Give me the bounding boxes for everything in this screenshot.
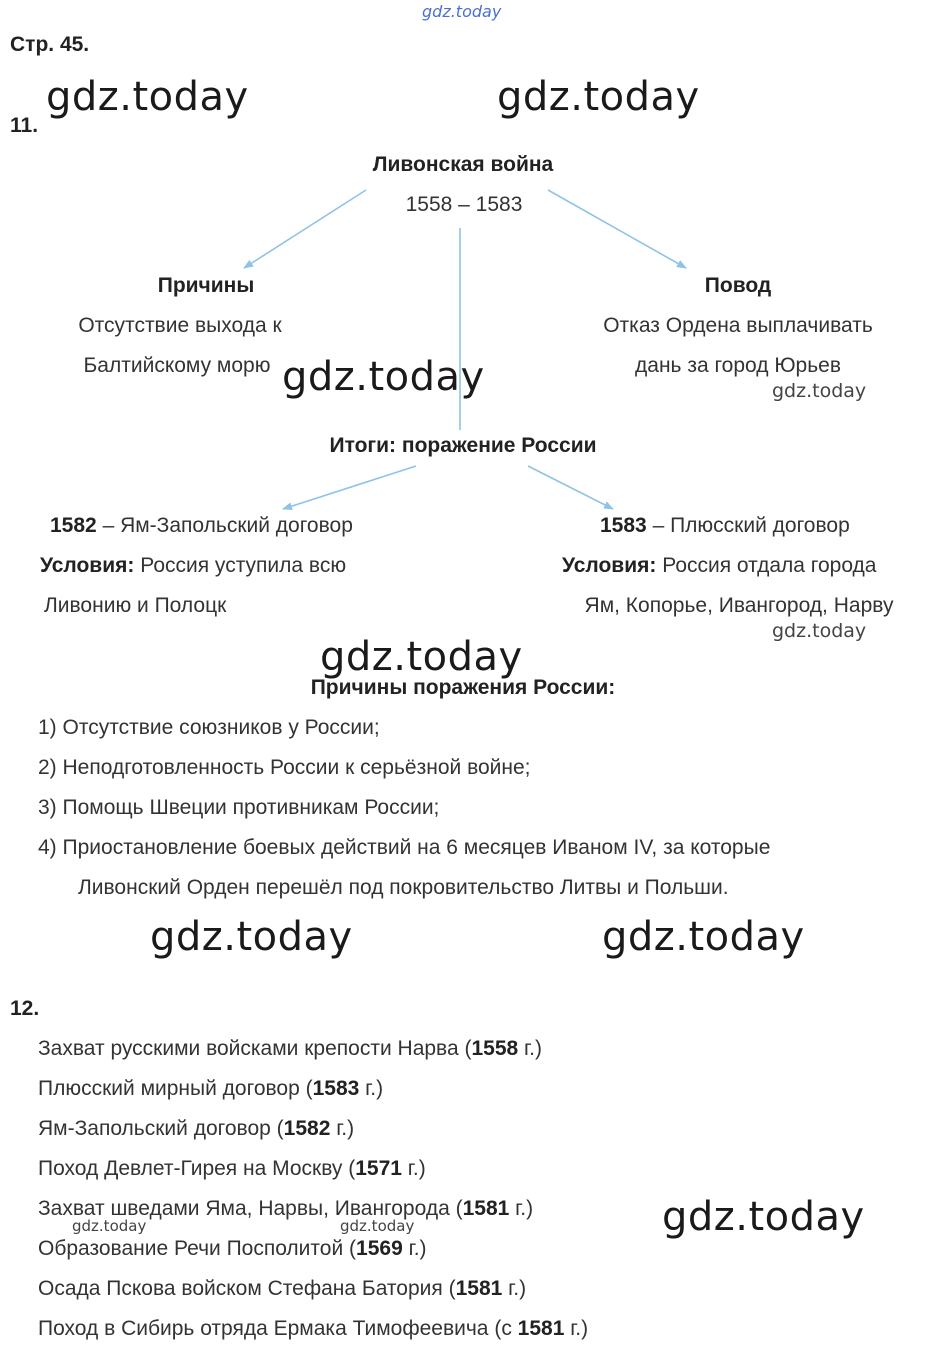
watermark: gdz.today xyxy=(497,74,700,120)
event-item: Поход Девлет-Гирея на Москву (1571 г.) xyxy=(38,1157,426,1180)
defeat-reason: 2) Неподготовленность России к серьёзной войне; xyxy=(38,756,531,779)
defeat-heading: Причины поражения России: xyxy=(310,676,616,699)
pretext-heading: Повод xyxy=(704,274,772,297)
treaty2-conditions-label: Условия: xyxy=(562,554,657,577)
pretext-line2: дань за город Юрьев xyxy=(635,354,841,377)
task-number-12: 12. xyxy=(10,997,40,1020)
treaty2-name: – Плюсский договор xyxy=(652,514,850,537)
treaty1-conditions-label: Условия: xyxy=(40,554,135,577)
event-item: Ям-Запольский договор (1582 г.) xyxy=(38,1117,355,1140)
treaty1-title xyxy=(50,512,353,540)
pretext-line1: Отказ Ордена выплачивать xyxy=(603,314,873,337)
treaty1-conditions-text: Россия уступила всю xyxy=(140,554,347,577)
watermark: gdz.today xyxy=(150,914,353,960)
causes-heading: Причины xyxy=(157,274,255,297)
watermark: gdz.today xyxy=(72,1217,147,1235)
arrow-to-treaty1 xyxy=(283,466,416,509)
war-title: Ливонская война xyxy=(372,153,554,176)
arrow-to-pretext xyxy=(548,190,686,268)
defeat-reason: 4) Приостановление боевых действий на 6 месяцев Иваном IV, за которые xyxy=(38,836,771,859)
task-number-11: 11. xyxy=(10,114,39,137)
event-item: Осада Пскова войском Стефана Батория (1581 г.) xyxy=(38,1277,527,1300)
treaty2-line2: Ям, Копорье, Ивангород, Нарву xyxy=(584,594,894,617)
watermark: gdz.today xyxy=(772,620,867,642)
watermark: gdz.today xyxy=(282,354,485,400)
treaty2-conditions xyxy=(562,552,876,580)
watermark: gdz.today xyxy=(602,914,805,960)
causes-line1: Отсутствие выхода к xyxy=(78,314,282,337)
watermark: gdz.today xyxy=(46,74,249,120)
results-heading: Итоги: поражение России xyxy=(329,434,597,457)
defeat-reason-continuation: Ливонский Орден перешёл под покровительство Литвы и Польши. xyxy=(78,876,729,899)
treaty1-year: 1582 xyxy=(50,514,97,537)
arrow-to-treaty2 xyxy=(528,466,613,509)
treaty2-year: 1583 xyxy=(600,514,647,537)
event-item: Плюсский мирный договор (1583 г.) xyxy=(38,1077,384,1100)
treaty2-title xyxy=(600,512,850,540)
causes-line2: Балтийскому морю xyxy=(83,354,271,377)
event-item: Захват русскими войсками крепости Нарва (1558 г.) xyxy=(38,1037,542,1060)
watermark: gdz.today xyxy=(772,380,867,402)
event-item: Поход в Сибирь отряда Ермака Тимофеевича (с 1581 г.) xyxy=(38,1317,589,1340)
defeat-reason: 3) Помощь Швеции противникам России; xyxy=(38,796,440,819)
watermark-top: gdz.today xyxy=(422,2,502,21)
treaty1-line2: Ливонию и Полоцк xyxy=(44,594,227,617)
treaty1-conditions xyxy=(40,552,346,580)
treaty1-name: – Ям-Запольский договор xyxy=(102,514,353,537)
war-dates: 1558 – 1583 xyxy=(405,193,523,216)
treaty2-conditions-text: Россия отдала города xyxy=(662,554,877,577)
watermark: gdz.today xyxy=(320,634,523,680)
watermark: gdz.today xyxy=(340,1217,415,1235)
defeat-reason: 1) Отсутствие союзников у России; xyxy=(38,716,380,739)
watermark: gdz.today xyxy=(662,1194,865,1240)
page-label: Стр. 45. xyxy=(10,33,90,56)
arrow-to-causes xyxy=(244,190,366,268)
event-item: Образование Речи Посполитой (1569 г.) xyxy=(38,1237,427,1260)
event-item: Захват шведами Яма, Нарвы, Ивангорода (1581 г.) xyxy=(38,1197,534,1220)
